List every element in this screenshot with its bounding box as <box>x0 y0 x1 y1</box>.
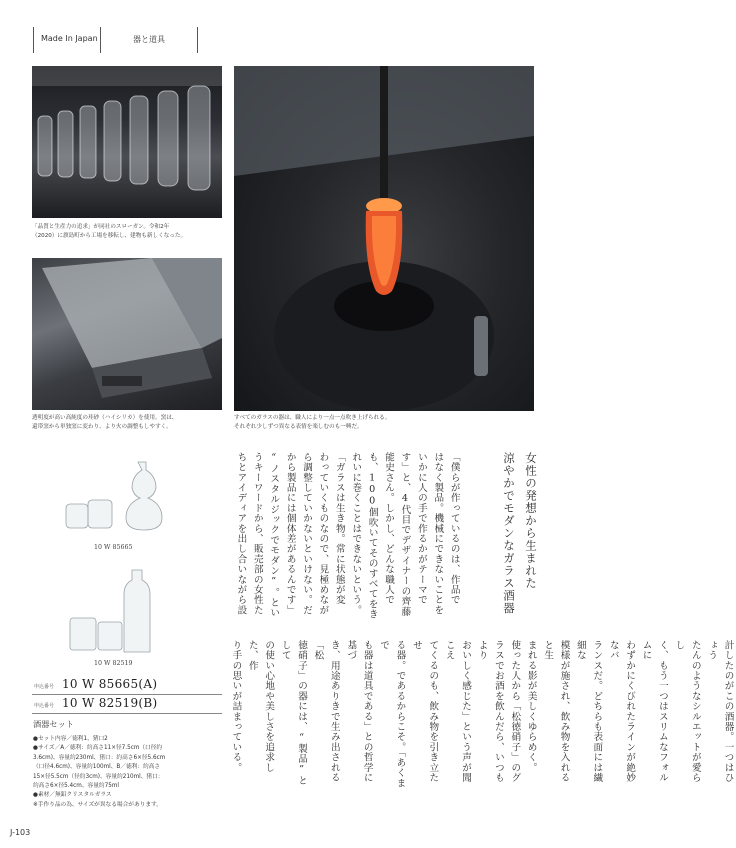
product-sku-a: 10 W 85665 <box>94 544 133 551</box>
photo-glassblowing <box>234 66 534 411</box>
caption-photo1 <box>32 223 186 241</box>
body-line: うキーワードから、販売部の女性た <box>251 452 263 616</box>
body-line: き、用途ありきで生み出される「松 <box>312 640 340 783</box>
product-sku-b: 10 W 82519 <box>94 660 133 667</box>
article-body-right <box>227 640 736 790</box>
body-line: ランスだ。どちらも表面には繊細な <box>574 640 603 783</box>
product-image-a <box>58 448 168 540</box>
caption-line: 「品質と生産力の追求」が同社のスローガン。令和2年 <box>32 224 170 230</box>
spec-line: 3.6cm)、容量約230ml、猪口：約高さ6×径5.6cm <box>33 754 166 761</box>
made-in-japan-label: Made In Japan <box>41 34 98 43</box>
header-rule-mid <box>100 27 101 53</box>
body-line: “ノスタルジックでモダン”。とい <box>268 452 280 618</box>
body-line: まれる影が美しくゆらめく。 <box>525 640 537 773</box>
body-line: ラスでお酒を飲んだら、いつもより <box>476 640 504 783</box>
body-line: おいしく感じた」という声が聞こえ <box>443 640 472 783</box>
body-line: ら調整していかないといけない。だ <box>301 452 313 616</box>
caption-line: すべてのガラスの器は、職人により一点一点吹き上げられる。 <box>234 415 391 421</box>
caption-line: 還帯窯から単独窯に変わり、より火の調整もしやすく。 <box>32 424 172 430</box>
spec-line: ●素材／無鉛クリスタルガラス <box>33 792 112 799</box>
photo-silica-bags <box>32 258 222 410</box>
product-specs <box>33 735 228 810</box>
title-line: 女性の発想から生まれた <box>524 452 538 590</box>
photo-glass-rows <box>32 66 222 218</box>
spec-line: ●セット内容／徳利1、猪口2 <box>33 736 108 742</box>
code-label-a: 申込番号 <box>34 684 55 690</box>
product-code-b: 10 W 82519(B) <box>62 696 158 710</box>
body-line: す」と、4代目でデザイナーの齊藤 <box>399 452 411 617</box>
body-line: も器は道具である」との哲学に基づ <box>345 640 373 783</box>
body-line: から製品には個体差があるんです」 <box>284 452 296 616</box>
body-line: く、もう一つはスリムなフォルムに <box>640 640 668 783</box>
body-line: たんのようなシルエットが愛らし <box>673 640 701 783</box>
caption-photo2 <box>32 414 177 432</box>
body-line: ちとアイディアを出し合いながら設 <box>235 452 247 616</box>
header-rule-left <box>33 27 34 53</box>
body-line: わずかにくびれたラインが絶妙なバ <box>607 640 636 783</box>
body-line: いかに人の手で作るかがテーマで <box>415 452 427 605</box>
body-line: 使った人から「松徳硝子」のグ <box>509 640 521 783</box>
body-line: り手の思いが詰まっている。 <box>230 640 242 773</box>
spec-line: 15×径5.5cm（径約3cm)、容量約210ml、猪口： <box>33 773 164 780</box>
body-line: る器。であるからこそ。「あくまで <box>378 640 406 789</box>
code-divider <box>32 713 222 714</box>
code-divider <box>32 694 222 695</box>
caption-line: （2020）に旗島町から工場を移転し、建物も新しくなった。 <box>32 233 187 239</box>
body-line: も、100個吹いてそのすべてをき <box>366 452 378 620</box>
body-line: 「僕らが作っているのは、作品で <box>448 452 460 605</box>
spec-line: （口径4.6cm)、容量約100ml、B／徳利：約高さ <box>33 764 161 771</box>
body-line: 模様が施され、飲み物を入れると生 <box>542 640 570 783</box>
product-image-b <box>58 560 168 656</box>
page-number: J-103 <box>10 828 31 837</box>
product-title: 酒器セット <box>33 719 74 729</box>
body-line: 徳硝子」の器には、“製品”として <box>279 640 308 786</box>
spec-line: ●サイズ／A／徳利：約高さ11×径7.5cm（口径約 <box>33 745 163 752</box>
caption-line: それぞれ少しずつ異なる表情を楽しむのも一興だ。 <box>234 424 363 430</box>
title-line: 涼やかでモダンなガラス酒器 <box>502 452 516 615</box>
caption-photo3 <box>234 414 390 432</box>
product-code-a: 10 W 85665(A) <box>62 677 158 691</box>
body-line: 計したのがこの酒器。一つはひょう <box>706 640 734 783</box>
body-line: れいに巻くことはできないという。 <box>350 452 362 616</box>
body-line: わっていくものなので、見極めなが <box>317 452 329 616</box>
code-label-b: 申込番号 <box>34 703 55 709</box>
header-rule-right <box>197 27 198 53</box>
body-line: てくるのも、飲み物を引き立たせ <box>410 640 439 783</box>
body-line: はなく製品。機械にできないことを <box>432 452 444 616</box>
body-line: 能史さん。しかし、どんな職人で <box>383 452 395 605</box>
category-label: 器と道具 <box>133 35 165 44</box>
body-line: の使い心地や美しさを追求した、作 <box>246 640 275 773</box>
caption-line: 透明度が高い高純度の珪砂（ハイシリカ）を使用。窯は、 <box>32 415 178 421</box>
body-line: 「ガラスは生き物。常に状態が変 <box>333 452 345 605</box>
spec-line: ※手作り品の為、サイズが異なる場合があります。 <box>33 801 162 808</box>
spec-line: 約高さ6×径5.4cm、容量約75ml <box>33 783 119 790</box>
